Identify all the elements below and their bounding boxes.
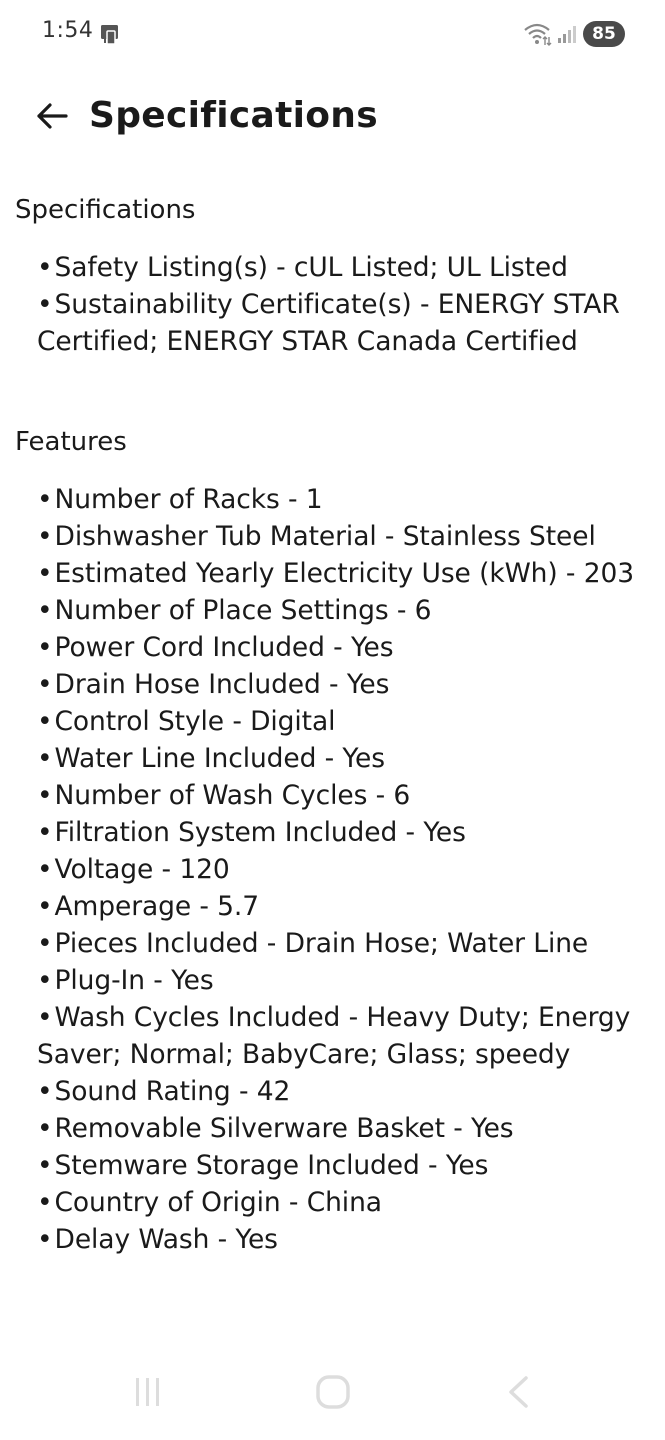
features-list <box>0 481 665 1258</box>
list-item: • Water Line Included - Yes <box>37 740 645 777</box>
list-item: • Delay Wash - Yes <box>37 1221 645 1258</box>
signal-icon <box>557 23 579 45</box>
device-notification-icon <box>98 22 122 46</box>
list-item: • Amperage - 5.7 <box>37 888 645 925</box>
home-button[interactable] <box>313 1374 353 1414</box>
page-title: Specifications <box>89 95 378 136</box>
list-item: • Number of Racks - 1 <box>37 481 645 518</box>
list-item: • Estimated Yearly Electricity Use (kWh) - 203 <box>37 555 645 592</box>
status-bar <box>0 0 665 68</box>
list-item: • Stemware Storage Included - Yes <box>37 1147 645 1184</box>
nav-back-button[interactable] <box>499 1374 539 1414</box>
content-area[interactable] <box>0 190 665 1258</box>
list-item: • Sustainability Certificate(s) - ENERGY STAR Certified; ENERGY STAR Canada Certified <box>37 286 645 360</box>
app-header <box>0 80 665 160</box>
list-item: • Number of Place Settings - 6 <box>37 592 645 629</box>
list-item: • Removable Silverware Basket - Yes <box>37 1110 645 1147</box>
list-item: • Number of Wash Cycles - 6 <box>37 777 645 814</box>
back-chevron-icon <box>502 1375 536 1413</box>
list-item: • Wash Cycles Included - Heavy Duty; Energy Saver; Normal; BabyCare; Glass; speedy <box>37 999 645 1073</box>
list-item: • Control Style - Digital <box>37 703 645 740</box>
list-item: • Filtration System Included - Yes <box>37 814 645 851</box>
list-item: • Sound Rating - 42 <box>37 1073 645 1110</box>
wifi-icon <box>523 21 553 47</box>
features-heading: Features <box>15 427 127 457</box>
status-icons <box>523 20 625 48</box>
system-nav-bar <box>0 1360 665 1430</box>
back-button[interactable] <box>30 96 74 140</box>
recent-apps-icon <box>131 1375 165 1413</box>
list-item: • Plug-In - Yes <box>37 962 645 999</box>
list-item: • Dishwasher Tub Material - Stainless Steel <box>37 518 645 555</box>
recent-apps-button[interactable] <box>128 1374 168 1414</box>
list-item: • Country of Origin - China <box>37 1184 645 1221</box>
list-item: • Safety Listing(s) - cUL Listed; UL Listed <box>37 249 645 286</box>
arrow-left-icon <box>35 101 69 135</box>
list-item: • Voltage - 120 <box>37 851 645 888</box>
battery-indicator: 85 <box>583 21 625 47</box>
home-icon <box>314 1373 352 1415</box>
specifications-heading: Specifications <box>15 195 196 225</box>
status-time: 1:54 <box>42 18 94 43</box>
list-item: • Power Cord Included - Yes <box>37 629 645 666</box>
list-item: • Pieces Included - Drain Hose; Water Line <box>37 925 645 962</box>
list-item: • Drain Hose Included - Yes <box>37 666 645 703</box>
specifications-list <box>0 249 665 360</box>
